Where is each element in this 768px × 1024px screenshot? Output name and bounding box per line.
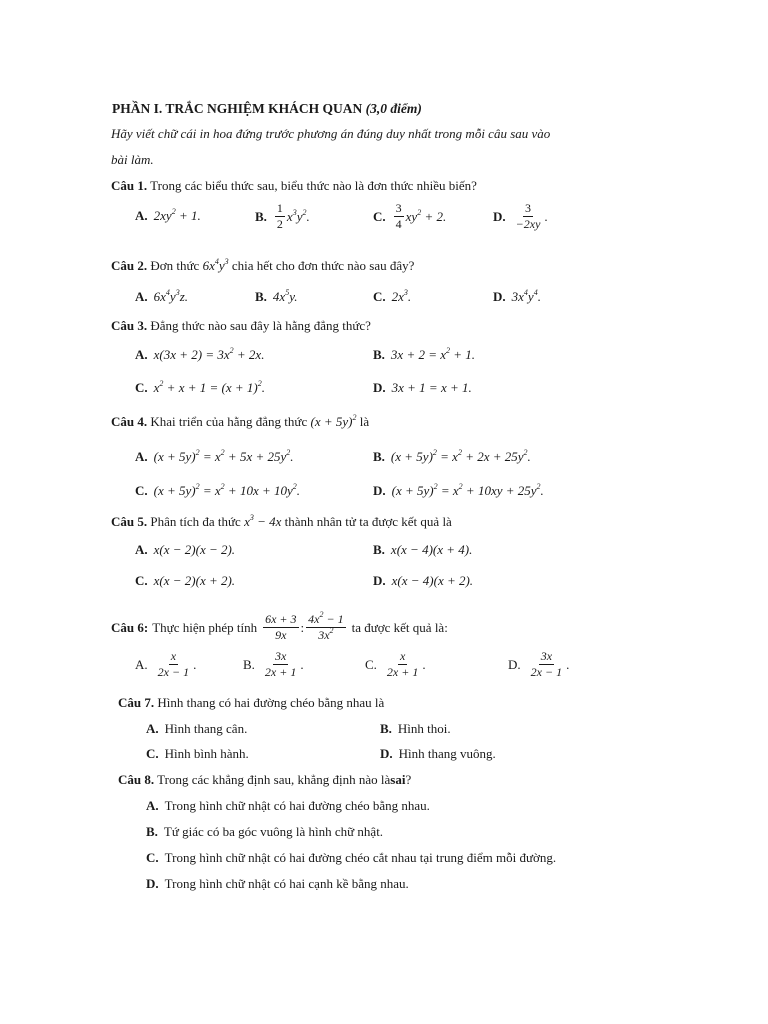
option-label: C. xyxy=(135,573,148,588)
q1-option-a xyxy=(135,208,201,224)
option-label: C. xyxy=(373,208,386,224)
option-label: B. xyxy=(255,289,267,304)
option-formula: $(x + 5y)^2 = x^2 + 2x + 25y^2$. xyxy=(390,448,531,464)
option-label: A. xyxy=(135,449,148,464)
question-text-after: ? xyxy=(405,772,412,787)
option-text: Trong hình chữ nhật có hai đường chéo cắt nhau tại trung điểm mỗi đường. xyxy=(164,850,557,865)
section-points: (3,0 điểm) xyxy=(365,101,422,116)
question-8 xyxy=(118,772,411,788)
option-fraction: $\frac{x}{2x - 1}$ xyxy=(157,649,190,679)
question-text-after: là xyxy=(359,414,370,429)
option-formula: $x^2 + x + 1 = (x + 1)^2$. xyxy=(153,379,265,395)
option-text: Hình bình hành. xyxy=(164,746,249,761)
question-number: Câu 1. xyxy=(111,178,148,193)
option-formula: $6x^4y^3z$. xyxy=(153,288,189,304)
option-formula: $x(3x + 2) = 3x^2 + 2x$. xyxy=(153,346,265,362)
option-label: A. xyxy=(135,347,148,362)
question-formula: $(x + 5y)^2$ xyxy=(310,413,357,429)
q3-option-a xyxy=(135,347,264,363)
question-1 xyxy=(111,178,477,194)
question-text-after: thành nhân tử ta được kết quả là xyxy=(284,514,452,529)
q5-option-a xyxy=(135,542,235,558)
option-formula: $3x^4y^4$. xyxy=(511,288,541,304)
option-formula: x(x − 2)(x + 2). xyxy=(153,573,236,588)
option-formula: $2xy^2 + 1$. xyxy=(153,207,201,223)
q6-option-c: C. $\frac{x}{2x + 1}$ . xyxy=(365,649,426,679)
q1-option-c xyxy=(373,202,446,231)
option-label: C. xyxy=(135,483,148,498)
q4-option-d xyxy=(373,483,544,499)
option-formula: $4x^5y$. xyxy=(272,288,298,304)
question-number: Câu 3. xyxy=(111,318,148,333)
option-label: C. xyxy=(146,850,159,865)
q4-option-b xyxy=(373,449,531,465)
option-fraction: $\frac{3}{4}$ xyxy=(395,201,402,231)
question-text-before: Phân tích đa thức xyxy=(150,514,241,529)
question-text-before: Thực hiện phép tính xyxy=(152,619,258,635)
option-text: Trong hình chữ nhật có hai cạnh kề bằng nhau. xyxy=(164,876,409,891)
option-formula: x(x − 4)(x + 2). xyxy=(391,573,474,588)
option-label: A. xyxy=(135,542,148,557)
option-fraction: $\frac{3x}{2x + 1}$ xyxy=(264,649,297,679)
option-formula: x(x − 2)(x − 2). xyxy=(153,542,236,557)
q4-option-a xyxy=(135,449,294,465)
option-label: C. xyxy=(365,656,377,672)
option-label: A. xyxy=(135,289,148,304)
q2-option-d xyxy=(493,289,541,305)
section-heading xyxy=(112,101,422,117)
option-fraction: $\frac{x}{2x + 1}$ xyxy=(386,649,419,679)
option-text: Trong hình chữ nhật có hai đường chéo bằng nhau. xyxy=(164,798,430,813)
option-formula: $(x + 5y)^2 = x^2 + 10x + 10y^2$. xyxy=(153,482,301,498)
q7-option-b xyxy=(380,721,451,737)
q8-option-b xyxy=(146,824,383,840)
option-label: C. xyxy=(146,746,159,761)
question-text: Trong các biểu thức sau, biểu thức nào là đơn thức nhiều biến? xyxy=(150,178,477,193)
question-7 xyxy=(118,695,384,711)
option-formula: $(x + 5y)^2 = x^2 + 10xy + 25y^2$. xyxy=(391,482,544,498)
option-label: C. xyxy=(373,289,386,304)
option-formula: $(x + 5y)^2 = x^2 + 5x + 25y^2$. xyxy=(153,448,294,464)
question-text: Đẳng thức nào sau đây là hằng đẳng thức? xyxy=(150,318,371,333)
question-number: Câu 8. xyxy=(118,772,155,787)
option-label: B. xyxy=(146,824,158,839)
question-fraction-1: $\frac{6x + 3}{9x}$ xyxy=(265,612,297,642)
instruction-line-2: bài làm. xyxy=(111,152,154,167)
q8-option-c xyxy=(146,850,556,866)
option-label: B. xyxy=(373,347,385,362)
option-label: D. xyxy=(373,380,386,395)
question-3 xyxy=(111,318,371,334)
question-text-before: Khai triển của hằng đẳng thức xyxy=(150,414,308,429)
option-label: A. xyxy=(146,721,159,736)
division-sign: : xyxy=(300,619,305,635)
option-label: D. xyxy=(493,289,506,304)
question-formula: $6x^4y^3$ xyxy=(202,257,229,273)
question-text-after: chia hết cho đơn thức nào sau đây? xyxy=(231,258,415,273)
q5-option-b xyxy=(373,542,472,558)
option-text: Hình thang cân. xyxy=(164,721,248,736)
option-formula: $xy^2 + 2$. xyxy=(405,207,447,224)
option-label: A. xyxy=(146,798,159,813)
q3-option-d xyxy=(373,380,472,396)
option-formula: $2x^3$. xyxy=(391,288,412,304)
question-fraction-2: $\frac{4x^2 - 1}{3x^2}$ xyxy=(308,610,344,642)
question-5 xyxy=(111,514,452,530)
question-2 xyxy=(111,258,414,274)
q7-option-d xyxy=(380,746,496,762)
question-emphasis: sai xyxy=(390,772,406,787)
question-number: Câu 5. xyxy=(111,514,148,529)
option-text: Hình thoi. xyxy=(397,721,451,736)
question-number: Câu 6: xyxy=(111,619,149,635)
option-fraction: $\frac{1}{2}$ xyxy=(276,201,283,231)
question-text-before: Trong các khẳng định sau, khẳng định nào là xyxy=(157,772,391,787)
option-label: D. xyxy=(373,483,386,498)
option-formula: $x^3y^2$. xyxy=(286,207,310,224)
q8-option-a xyxy=(146,798,430,814)
option-label: A. xyxy=(135,208,148,223)
option-formula: 3x + 1 = x + 1. xyxy=(391,380,472,395)
q5-option-c xyxy=(135,573,235,589)
q6-option-a: A. $\frac{x}{2x - 1}$ . xyxy=(135,649,197,679)
option-label: C. xyxy=(135,380,148,395)
question-number: Câu 4. xyxy=(111,414,148,429)
question-text-after: ta được kết quả là: xyxy=(351,619,448,635)
option-label: D. xyxy=(493,208,506,224)
q7-option-c xyxy=(146,746,249,762)
option-label: B. xyxy=(243,656,255,672)
question-number: Câu 2. xyxy=(111,258,148,273)
q3-option-b xyxy=(373,347,475,363)
option-label: A. xyxy=(135,656,148,672)
q3-option-c xyxy=(135,380,265,396)
option-formula: x(x − 4)(x + 4). xyxy=(390,542,473,557)
q4-option-c xyxy=(135,483,300,499)
option-label: D. xyxy=(146,876,159,891)
q5-option-d xyxy=(373,573,473,589)
option-label: B. xyxy=(380,721,392,736)
option-label: B. xyxy=(373,449,385,464)
option-fraction: $\frac{3x}{2x - 1}$ xyxy=(530,649,563,679)
instruction-line-1: Hãy viết chữ cái in hoa đứng trước phương án đúng duy nhất trong mỗi câu sau vào xyxy=(111,126,551,141)
option-fraction: $\frac{3}{-2xy}$ xyxy=(515,201,541,231)
option-label: D. xyxy=(508,656,521,672)
option-text: Hình thang vuông. xyxy=(398,746,496,761)
q6-option-d: D. $\frac{3x}{2x - 1}$ . xyxy=(508,649,570,679)
option-label: B. xyxy=(373,542,385,557)
option-label: B. xyxy=(255,208,267,224)
q2-option-a xyxy=(135,289,188,305)
question-number: Câu 7. xyxy=(118,695,155,710)
question-4 xyxy=(111,414,369,430)
q8-option-d xyxy=(146,876,409,892)
question-formula: $x^3 - 4x$ xyxy=(244,513,282,529)
option-text: Tứ giác có ba góc vuông là hình chữ nhật. xyxy=(163,824,384,839)
q2-option-b xyxy=(255,289,298,305)
section-title: PHẦN I. TRẮC NGHIỆM KHÁCH QUAN xyxy=(112,101,363,116)
question-text-before: Đơn thức xyxy=(150,258,200,273)
option-formula: $3x + 2 = x^2 + 1$. xyxy=(390,346,476,362)
q2-option-c xyxy=(373,289,411,305)
option-label: D. xyxy=(380,746,393,761)
question-text: Hình thang có hai đường chéo bằng nhau là xyxy=(157,695,385,710)
q6-option-b: B. $\frac{3x}{2x + 1}$ . xyxy=(243,649,304,679)
q7-option-a xyxy=(146,721,247,737)
question-6 xyxy=(111,610,448,642)
option-label: D. xyxy=(373,573,386,588)
q1-option-b xyxy=(255,202,310,231)
q1-option-d: D. $\frac{3}{-2xy}$ . xyxy=(493,201,548,231)
